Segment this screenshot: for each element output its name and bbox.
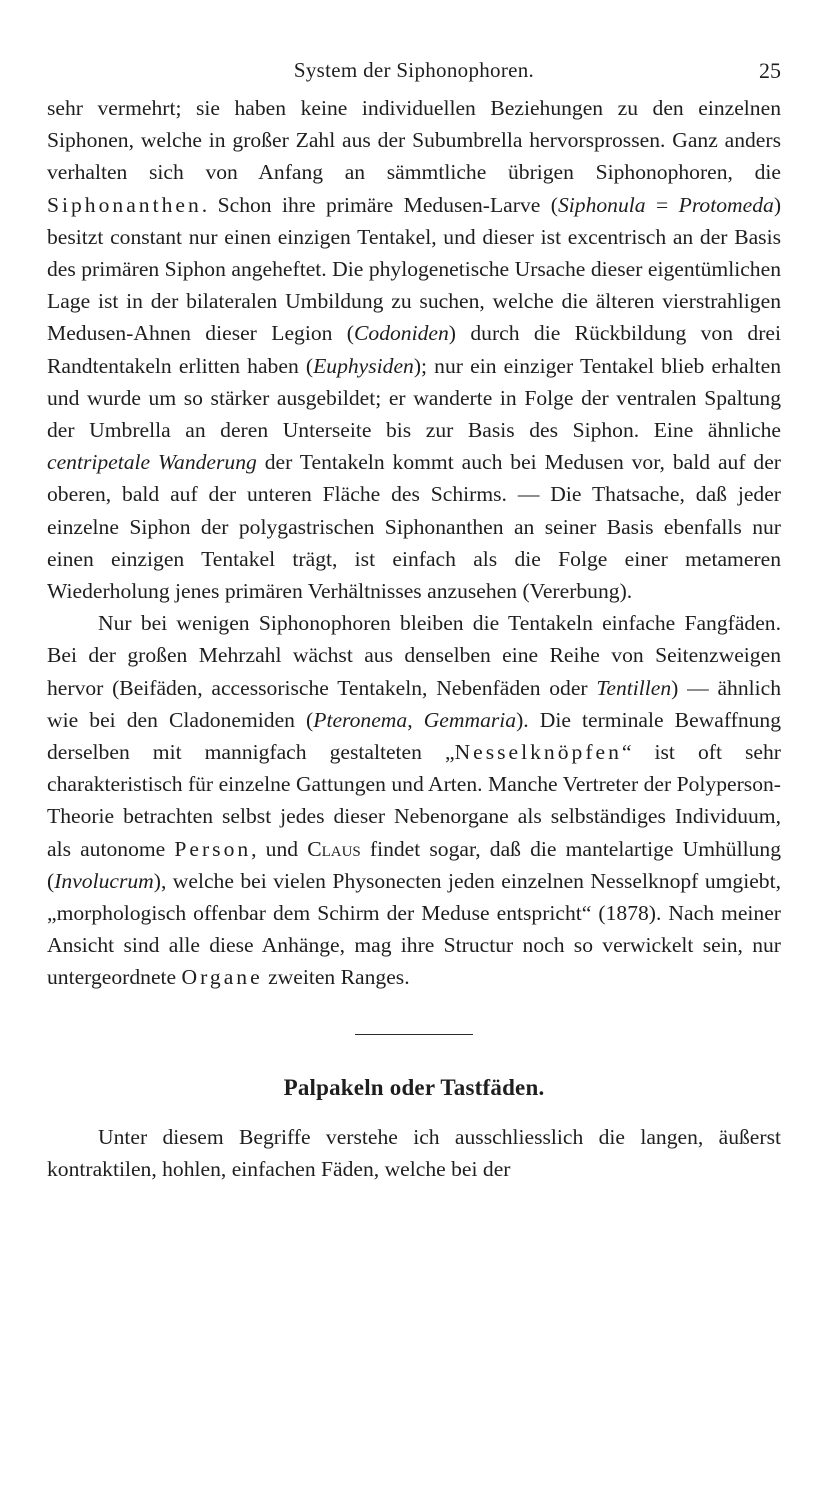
- paragraph-2-text: findet sogar, daß die mantelartige Umhüllung (: [47, 836, 781, 893]
- term-nesselknoepfen: Nesselknöpfen: [454, 740, 622, 765]
- section-divider: [355, 1034, 473, 1035]
- running-head-title: System der Siphonophoren.: [293, 58, 535, 82]
- paragraph-1-text: ) durch die Rückbildung von drei Randtentakeln erlitten haben (: [47, 321, 781, 378]
- section-heading: Palpakeln oder Tastfäden.: [283, 1074, 545, 1100]
- author-claus: Claus: [307, 836, 361, 861]
- paragraph-2-text: “ ist oft sehr charakteristisch für einzelne Gattungen und Arten. Manche Vertreter der Polyperson-Theorie betrachten selbst jedes dieser Nebenorgane als selbständiges Individuum, als autonome: [47, 740, 781, 861]
- paragraph-2-text: ) — ähnlich wie bei den Cladonemiden (: [47, 675, 782, 732]
- paragraph-2: [47, 607, 781, 993]
- paragraph-2-text: , und: [251, 836, 308, 861]
- term-person: Person: [174, 836, 252, 861]
- term-pteronema: Pteronema: [313, 707, 408, 732]
- paragraph-1-text: ); nur ein einziger Tentakel blieb erhalten und wurde um so stärker ausgebildet; er wanderte in Folge der ventralen Spaltung der Umbrella an deren Unterseite bis zur Basis des Siphon. Eine ähnliche: [47, 353, 781, 443]
- term-involucrum: Involucrum: [54, 868, 154, 893]
- paragraph-2-text: zweiten Ranges.: [262, 965, 410, 990]
- term-protomeda: Protomeda: [678, 192, 774, 217]
- paragraph-1-text: ) besitzt constant nur einen einzigen Tentakel, und dieser ist excentrisch an der Basis des primären Siphon angeheftet. Die phylogenetische Ursache dieser eigentümlichen Lage ist in der bilateralen Umbildung zu suchen, welche die älteren vierstrahligen Medusen-Ahnen dieser Legion (: [47, 192, 782, 346]
- running-head: [47, 58, 781, 92]
- page: [47, 58, 781, 1185]
- term-organe: Organe: [181, 965, 263, 990]
- term-siphonanthen: Siphonanthen: [47, 192, 202, 217]
- term-siphonula: Siphonula: [557, 192, 646, 217]
- body-text: [47, 92, 781, 994]
- paragraph-1-text: sehr vermehrt; sie haben keine individuellen Beziehungen zu den einzelnen Siphonen, welche in großer Zahl aus der Subumbrella hervorsprossen. Ganz anders verhalten sich von Anfang an sämmtliche übrigen Siphonophoren, die: [47, 96, 781, 185]
- term-centripetale-wanderung: centripetale Wanderung: [47, 450, 257, 475]
- term-codoniden: Codoniden: [354, 321, 449, 346]
- paragraph-2-text: ), welche bei vielen Physonecten jeden einzelnen Nesselknopf umgiebt, „morphologisch offenbar dem Schirm der Meduse entspricht“ (1878). Nach meiner Ansicht sind alle diese Anhänge, mag ihre Structur noch so verwickelt sein, nur untergeordnete: [47, 868, 781, 990]
- term-gemmaria: Gemmaria: [423, 707, 517, 732]
- paragraph-1-text: der Tentakeln kommt auch bei Medusen vor, bald auf der oberen, bald auf der unteren Fläche des Schirms. — Die Thatsache, daß jeder einzelne Siphon der polygastrischen Siphonanthen an seiner Basis ebenfalls nur einen einzigen Tentakel trägt, ist einfach als die Folge einer metameren Wiederholung jenes primären Verhältnisses anzusehen (Vererbung).: [47, 450, 781, 604]
- paragraph-2-text: ,: [407, 707, 424, 732]
- paragraph-2-text: ). Die terminale Bewaffnung derselben mit mannigfach gestalteten „: [47, 707, 782, 765]
- paragraph-3-text: Unter diesem Begriffe verstehe ich ausschliesslich die langen, äußerst kontraktilen, hohlen, einfachen Fäden, welche bei der: [47, 1124, 781, 1181]
- body-text-section: [47, 1121, 781, 1185]
- page-number: 25: [759, 58, 781, 83]
- paragraph-1: [47, 92, 781, 607]
- paragraph-3: [47, 1121, 781, 1185]
- paragraph-1-text: =: [645, 192, 679, 217]
- paragraph-2-text: Nur bei wenigen Siphonophoren bleiben die Tentakeln einfache Fangfäden. Bei der großen Mehrzahl wächst aus denselben eine Reihe von Seitenzweigen hervor (Beifäden, accessorische Tentakeln, Nebenfäden oder: [47, 611, 781, 700]
- paragraph-1-text: . Schon ihre primäre Medusen-Larve (: [201, 192, 558, 217]
- term-euphysiden: Euphysiden: [313, 353, 414, 378]
- term-tentillen: Tentillen: [596, 675, 672, 700]
